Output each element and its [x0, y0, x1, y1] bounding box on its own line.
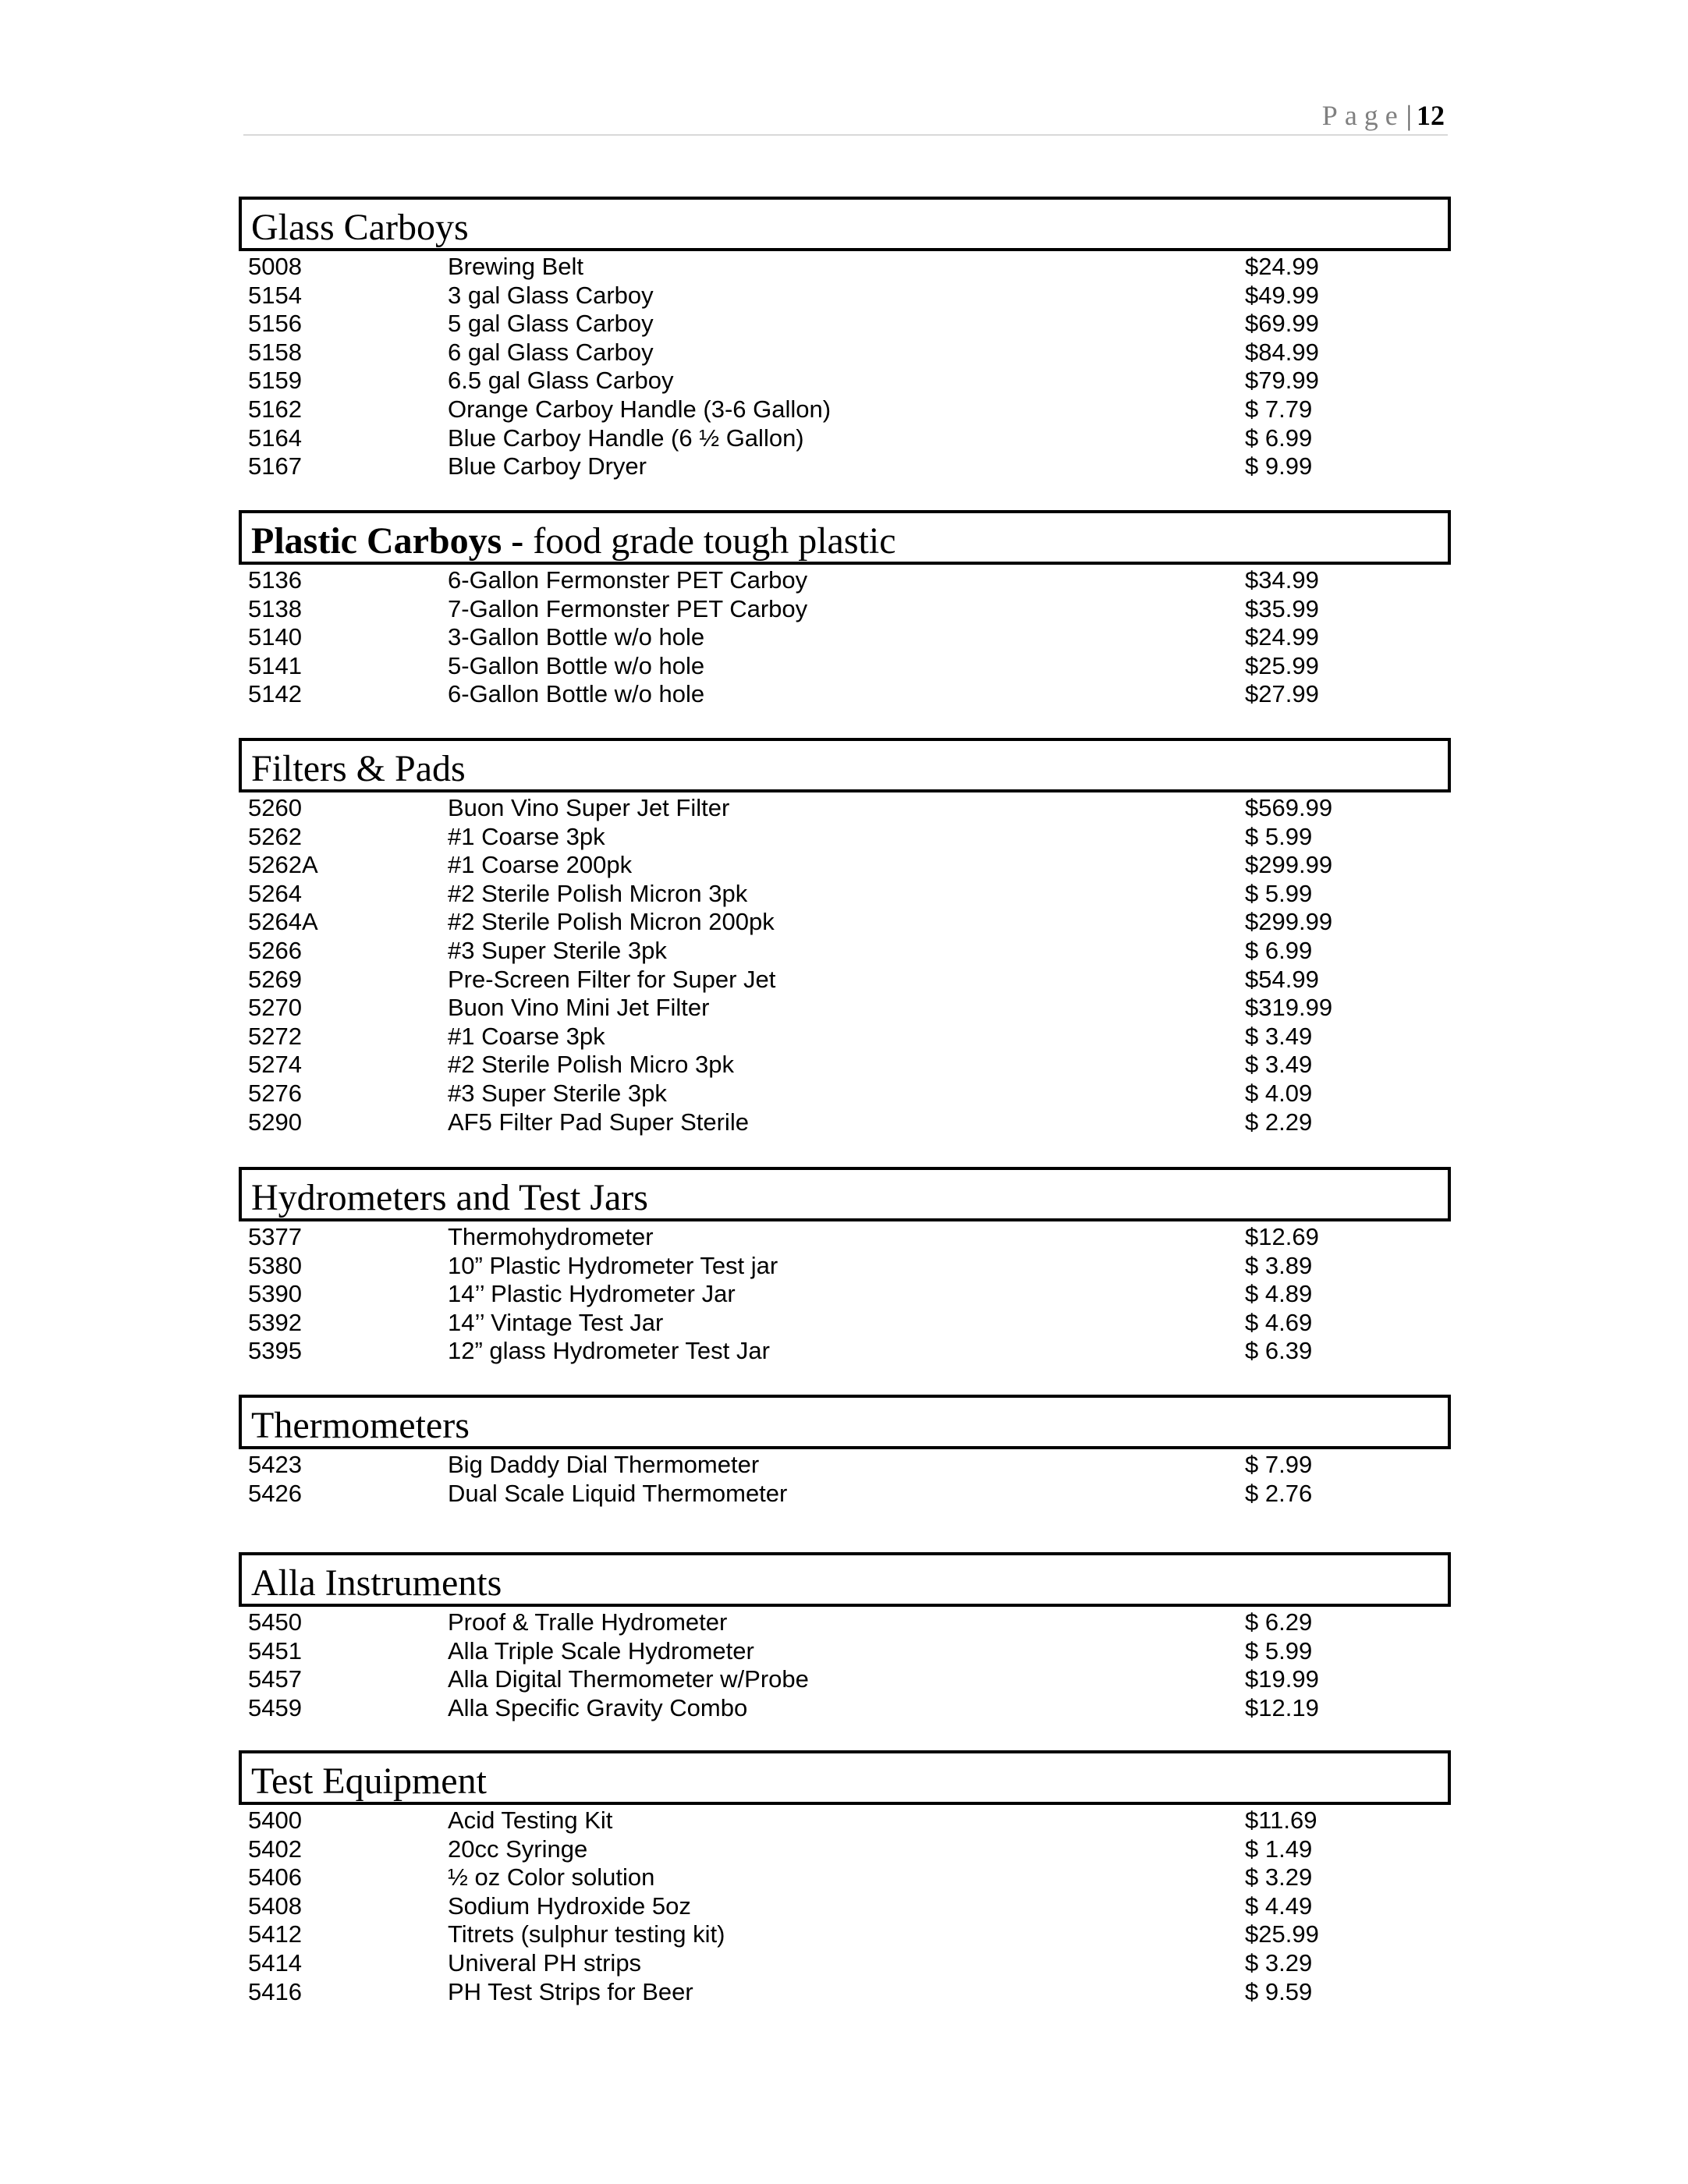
item-description: #1 Coarse 3pk: [448, 822, 605, 850]
item-row: [239, 1637, 1451, 1666]
item-description: Brewing Belt: [448, 253, 584, 280]
section-title: [239, 1552, 1451, 1607]
item-code: 5400: [248, 1806, 302, 1834]
item-row: [239, 1694, 1451, 1723]
item-price: $25.99: [1245, 651, 1319, 679]
item-row: [239, 367, 1451, 395]
page-separator: |: [1406, 100, 1412, 131]
item-row: [239, 595, 1451, 624]
item-description: 3 gal Glass Carboy: [448, 281, 654, 309]
item-price: $ 4.69: [1245, 1308, 1313, 1336]
item-list: [239, 1608, 1451, 1722]
item-code: 5142: [248, 680, 302, 708]
item-row: [239, 623, 1451, 652]
item-description: Sodium Hydroxide 5oz: [448, 1892, 691, 1920]
item-price: $54.99: [1245, 965, 1319, 993]
item-price: $ 3.29: [1245, 1948, 1313, 1977]
item-description: Alla Triple Scale Hydrometer: [448, 1636, 754, 1665]
section-heading: Alla Instruments: [251, 1562, 502, 1604]
item-code: 5402: [248, 1835, 302, 1863]
catalog-section: [239, 1395, 1451, 1508]
item-row: [239, 1223, 1451, 1252]
item-code: 5154: [248, 281, 302, 309]
item-code: 5390: [248, 1280, 302, 1308]
item-code: 5274: [248, 1051, 302, 1079]
item-price: $ 9.99: [1245, 452, 1313, 480]
item-description: Big Daddy Dial Thermometer: [448, 1451, 760, 1478]
item-row: [239, 1806, 1451, 1835]
item-price: $12.19: [1245, 1693, 1319, 1721]
item-row: [239, 908, 1451, 937]
item-code: 5377: [248, 1223, 302, 1250]
section-heading: Hydrometers and Test Jars: [251, 1177, 648, 1218]
item-code: 5290: [248, 1108, 302, 1136]
item-description: Orange Carboy Handle (3-6 Gallon): [448, 395, 832, 423]
catalog-section: [239, 738, 1451, 1136]
item-code: 5459: [248, 1693, 302, 1721]
item-description: ½ oz Color solution: [448, 1863, 655, 1892]
item-row: [239, 1080, 1451, 1108]
item-description: Dual Scale Liquid Thermometer: [448, 1479, 788, 1507]
item-row: [239, 424, 1451, 453]
item-code: 5406: [248, 1863, 302, 1892]
item-code: 5262: [248, 822, 302, 850]
item-price: $ 5.99: [1245, 822, 1313, 850]
item-price: $ 6.99: [1245, 936, 1313, 964]
item-row: [239, 1892, 1451, 1921]
item-price: $12.69: [1245, 1223, 1319, 1250]
item-description: Blue Carboy Dryer: [448, 452, 647, 480]
item-price: $ 3.49: [1245, 1022, 1313, 1050]
item-row: [239, 1337, 1451, 1366]
item-row: [239, 1949, 1451, 1978]
item-description: 6-Gallon Bottle w/o hole: [448, 680, 705, 708]
item-price: $84.99: [1245, 338, 1319, 366]
item-row: [239, 1835, 1451, 1864]
catalog-section: [239, 197, 1451, 481]
item-description: Buon Vino Mini Jet Filter: [448, 994, 710, 1022]
item-price: $ 4.49: [1245, 1892, 1313, 1920]
item-code: 5262A: [248, 851, 318, 879]
item-description: Alla Digital Thermometer w/Probe: [448, 1665, 809, 1693]
item-code: 5408: [248, 1892, 302, 1920]
item-row: [239, 851, 1451, 880]
item-row: [239, 339, 1451, 367]
item-row: [239, 1451, 1451, 1480]
item-list: [239, 1223, 1451, 1366]
item-list: [239, 794, 1451, 1136]
item-row: [239, 880, 1451, 909]
item-price: $ 2.29: [1245, 1108, 1313, 1136]
item-description: 6 gal Glass Carboy: [448, 338, 654, 366]
item-code: 5266: [248, 936, 302, 964]
item-price: $ 3.49: [1245, 1051, 1313, 1079]
item-row: [239, 1665, 1451, 1694]
item-code: 5136: [248, 566, 302, 594]
item-row: [239, 1108, 1451, 1137]
item-row: [239, 310, 1451, 339]
item-description: AF5 Filter Pad Super Sterile: [448, 1108, 749, 1136]
section-title: [239, 510, 1451, 565]
item-code: 5269: [248, 965, 302, 993]
item-code: 5457: [248, 1665, 302, 1693]
item-code: 5008: [248, 253, 302, 280]
item-row: [239, 566, 1451, 595]
item-price: $ 7.79: [1245, 395, 1313, 423]
item-description: #1 Coarse 200pk: [448, 851, 633, 879]
section-heading: Thermometers: [251, 1405, 470, 1446]
item-row: [239, 1023, 1451, 1051]
item-price: $25.99: [1245, 1920, 1319, 1948]
item-description: #2 Sterile Polish Micron 200pk: [448, 908, 775, 936]
page-number-label: [1322, 100, 1445, 131]
item-price: $79.99: [1245, 367, 1319, 395]
item-code: 5426: [248, 1479, 302, 1507]
item-price: $11.69: [1245, 1806, 1317, 1834]
page-number: 12: [1417, 100, 1445, 131]
item-row: [239, 937, 1451, 966]
item-price: $ 3.29: [1245, 1863, 1313, 1892]
section-title: [239, 1167, 1451, 1221]
item-description: PH Test Strips for Beer: [448, 1977, 693, 2005]
section-title: [239, 1395, 1451, 1449]
item-row: [239, 1608, 1451, 1637]
catalog-section: [239, 1552, 1451, 1722]
section-title: [239, 197, 1451, 251]
page-word: Page: [1321, 100, 1405, 131]
item-price: $569.99: [1245, 794, 1333, 821]
item-code: 5140: [248, 623, 302, 651]
item-row: [239, 794, 1451, 823]
item-price: $ 6.29: [1245, 1608, 1313, 1636]
item-code: 5156: [248, 310, 302, 338]
item-row: [239, 1280, 1451, 1309]
item-price: $319.99: [1245, 994, 1333, 1022]
item-code: 5164: [248, 424, 302, 452]
item-description: Thermohydrometer: [448, 1223, 654, 1250]
item-description: Buon Vino Super Jet Filter: [448, 794, 730, 821]
item-code: 5395: [248, 1337, 302, 1365]
item-list: [239, 1806, 1451, 2006]
item-row: [239, 395, 1451, 424]
item-row: [239, 966, 1451, 994]
item-price: $ 3.89: [1245, 1251, 1313, 1279]
item-price: $27.99: [1245, 680, 1319, 708]
item-code: 5412: [248, 1920, 302, 1948]
item-price: $69.99: [1245, 310, 1319, 338]
item-code: 5159: [248, 367, 302, 395]
item-code: 5141: [248, 651, 302, 679]
item-description: Titrets (sulphur testing kit): [448, 1920, 725, 1948]
item-row: [239, 1978, 1451, 2007]
item-description: Pre-Screen Filter for Super Jet: [448, 965, 776, 993]
item-price: $ 2.76: [1245, 1479, 1313, 1507]
page-header: [243, 94, 1448, 136]
item-row: [239, 1920, 1451, 1949]
catalog-section: [239, 1167, 1451, 1366]
item-description: 5 gal Glass Carboy: [448, 310, 654, 338]
item-code: 5158: [248, 338, 302, 366]
item-price: $ 1.49: [1245, 1835, 1313, 1863]
item-description: Blue Carboy Handle (6 ½ Gallon): [448, 424, 804, 452]
item-price: $ 7.99: [1245, 1451, 1313, 1478]
item-description: #3 Super Sterile 3pk: [448, 1079, 667, 1107]
item-row: [239, 282, 1451, 310]
item-row: [239, 680, 1451, 709]
item-row: [239, 1252, 1451, 1281]
item-price: $24.99: [1245, 623, 1319, 651]
catalog-section: [239, 1750, 1451, 2006]
item-price: $ 4.09: [1245, 1079, 1313, 1107]
item-price: $49.99: [1245, 281, 1319, 309]
item-description: 12” glass Hydrometer Test Jar: [448, 1337, 770, 1365]
item-description: Alla Specific Gravity Combo: [448, 1693, 748, 1721]
item-code: 5451: [248, 1636, 302, 1665]
item-description: 20cc Syringe: [448, 1835, 588, 1863]
item-row: [239, 253, 1451, 282]
item-row: [239, 1051, 1451, 1080]
item-description: 14’’ Vintage Test Jar: [448, 1308, 664, 1336]
item-code: 5264A: [248, 908, 318, 936]
item-code: 5416: [248, 1977, 302, 2005]
item-code: 5272: [248, 1022, 302, 1050]
item-code: 5260: [248, 794, 302, 821]
item-row: [239, 994, 1451, 1023]
item-description: 5-Gallon Bottle w/o hole: [448, 651, 705, 679]
item-description: 3-Gallon Bottle w/o hole: [448, 623, 705, 651]
item-row: [239, 1480, 1451, 1509]
item-description: 6-Gallon Fermonster PET Carboy: [448, 566, 808, 594]
item-price: $ 9.59: [1245, 1977, 1313, 2005]
item-description: #3 Super Sterile 3pk: [448, 936, 667, 964]
section-title: [239, 738, 1451, 792]
item-price: $ 6.39: [1245, 1337, 1313, 1365]
item-code: 5162: [248, 395, 302, 423]
section-heading: Plastic Carboys -: [251, 520, 524, 562]
section-heading: Filters & Pads: [251, 748, 466, 789]
item-code: 5276: [248, 1079, 302, 1107]
item-description: Acid Testing Kit: [448, 1806, 613, 1834]
item-row: [239, 1309, 1451, 1338]
item-code: 5270: [248, 994, 302, 1022]
section-title: [239, 1750, 1451, 1805]
item-description: Proof & Tralle Hydrometer: [448, 1608, 728, 1636]
item-code: 5392: [248, 1308, 302, 1336]
item-code: 5450: [248, 1608, 302, 1636]
item-price: $24.99: [1245, 253, 1319, 280]
item-description: #2 Sterile Polish Micro 3pk: [448, 1051, 734, 1079]
item-description: 6.5 gal Glass Carboy: [448, 367, 674, 395]
item-row: [239, 1863, 1451, 1892]
item-description: #1 Coarse 3pk: [448, 1022, 605, 1050]
item-price: $ 5.99: [1245, 1636, 1313, 1665]
catalog-section: [239, 510, 1451, 709]
item-price: $299.99: [1245, 851, 1333, 879]
section-heading: Glass Carboys: [251, 207, 469, 248]
item-list: [239, 566, 1451, 709]
section-subtitle: food grade tough plastic: [523, 520, 896, 562]
item-row: [239, 452, 1451, 481]
item-description: 7-Gallon Fermonster PET Carboy: [448, 594, 808, 622]
item-list: [239, 1451, 1451, 1508]
item-price: $299.99: [1245, 908, 1333, 936]
section-heading: Test Equipment: [251, 1760, 487, 1802]
item-price: $19.99: [1245, 1665, 1319, 1693]
item-price: $34.99: [1245, 566, 1319, 594]
item-list: [239, 253, 1451, 481]
item-description: 10” Plastic Hydrometer Test jar: [448, 1251, 778, 1279]
item-code: 5380: [248, 1251, 302, 1279]
item-price: $ 5.99: [1245, 879, 1313, 907]
item-code: 5423: [248, 1451, 302, 1478]
item-price: $35.99: [1245, 594, 1319, 622]
item-row: [239, 652, 1451, 681]
item-code: 5264: [248, 879, 302, 907]
item-code: 5167: [248, 452, 302, 480]
item-description: Univeral PH strips: [448, 1948, 642, 1977]
item-price: $ 4.89: [1245, 1280, 1313, 1308]
item-price: $ 6.99: [1245, 424, 1313, 452]
item-description: 14’’ Plastic Hydrometer Jar: [448, 1280, 736, 1308]
item-description: #2 Sterile Polish Micron 3pk: [448, 879, 748, 907]
item-row: [239, 823, 1451, 852]
item-code: 5138: [248, 594, 302, 622]
item-code: 5414: [248, 1948, 302, 1977]
